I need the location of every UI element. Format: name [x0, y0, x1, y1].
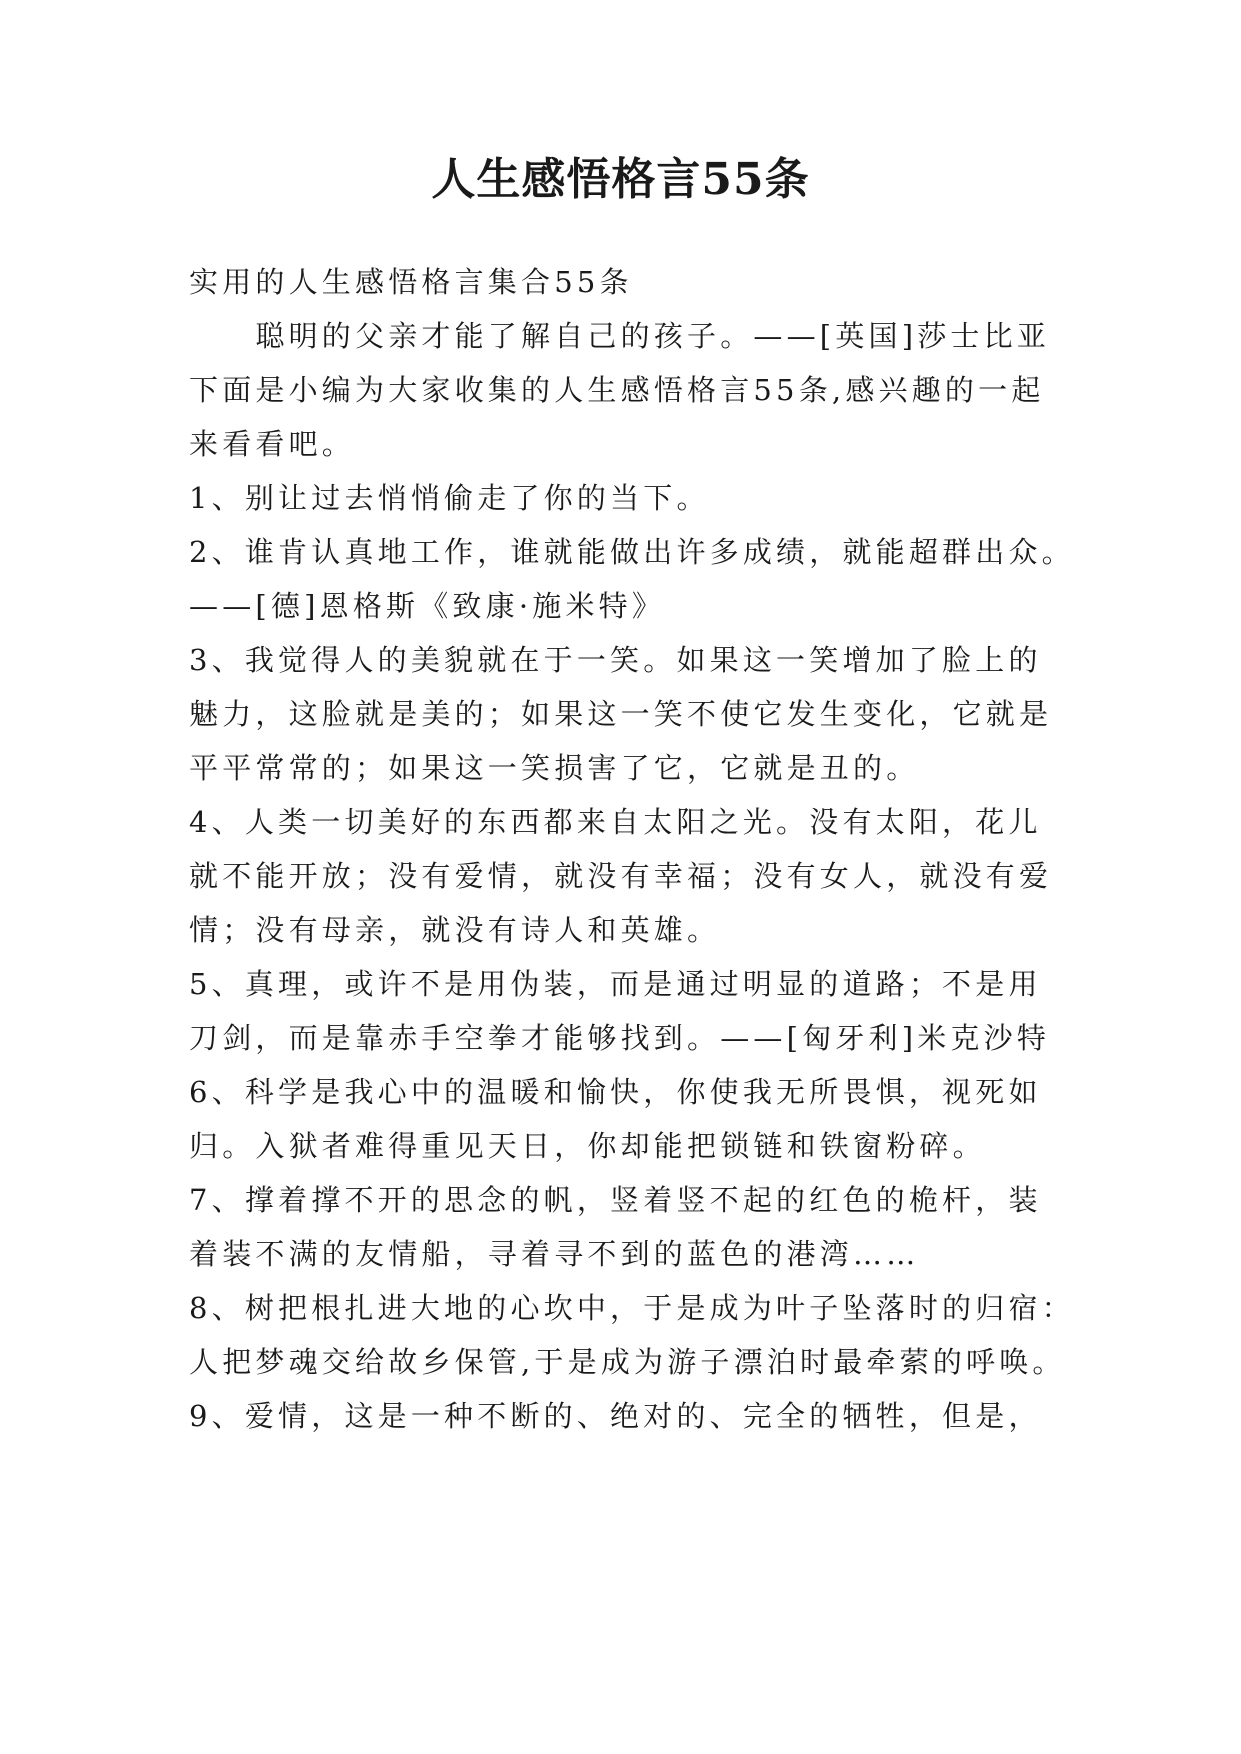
text-line: 刀剑，而是靠赤手空拳才能够找到。——[匈牙利]米克沙特 [189, 1021, 1051, 1055]
text-line: 5、真理，或许不是用伪装，而是通过明显的道路；不是用 [189, 967, 1042, 1001]
text-line: 8、树把根扎进大地的心坎中，于是成为叶子坠落时的归宿： [189, 1291, 1075, 1325]
text-line: 3、我觉得人的美貌就在于一笑。如果这一笑增加了脸上的 [189, 643, 1042, 677]
text-line: 2、谁肯认真地工作，谁就能做出许多成绩，就能超群出众。 [189, 535, 1075, 569]
text-line: 魅力，这脸就是美的；如果这一笑不使它发生变化，它就是 [189, 697, 1053, 731]
text-line: 7、撑着撑不开的思念的帆，竖着竖不起的红色的桅杆，装 [189, 1183, 1042, 1217]
text-line: 平平常常的；如果这一笑损害了它，它就是丑的。 [189, 751, 920, 785]
text-line: 人把梦魂交给故乡保管,于是成为游子漂泊时最牵萦的呼唤。 [189, 1345, 1066, 1379]
text-line: 9、爱情，这是一种不断的、绝对的、完全的牺牲，但是， [189, 1399, 1042, 1433]
text-line: 情；没有母亲，就没有诗人和英雄。 [189, 913, 721, 947]
text-line: 下面是小编为大家收集的人生感悟格言55条,感兴趣的一起 [189, 373, 1045, 407]
text-line: 6、科学是我心中的温暖和愉快，你使我无所畏惧，视死如 [189, 1075, 1042, 1109]
text-line: 着装不满的友情船，寻着寻不到的蓝色的港湾…… [189, 1237, 920, 1271]
text-line: 1、别让过去悄悄偷走了你的当下。 [189, 481, 710, 515]
text-line: 聪明的父亲才能了解自己的孩子。——[英国]莎士比亚 [189, 319, 1051, 353]
document-title: 人生感悟格言55条 [431, 154, 810, 205]
text-line: 就不能开放；没有爱情，就没有幸福；没有女人，就没有爱 [189, 859, 1053, 893]
text-line: 4、人类一切美好的东西都来自太阳之光。没有太阳，花儿 [189, 805, 1042, 839]
text-line: 归。入狱者难得重见天日，你却能把锁链和铁窗粉碎。 [189, 1129, 986, 1163]
text-line: 来看看吧。 [189, 427, 356, 461]
text-line: 实用的人生感悟格言集合55条 [189, 265, 633, 299]
text-line: ——[德]恩格斯《致康·施米特》 [189, 589, 666, 623]
